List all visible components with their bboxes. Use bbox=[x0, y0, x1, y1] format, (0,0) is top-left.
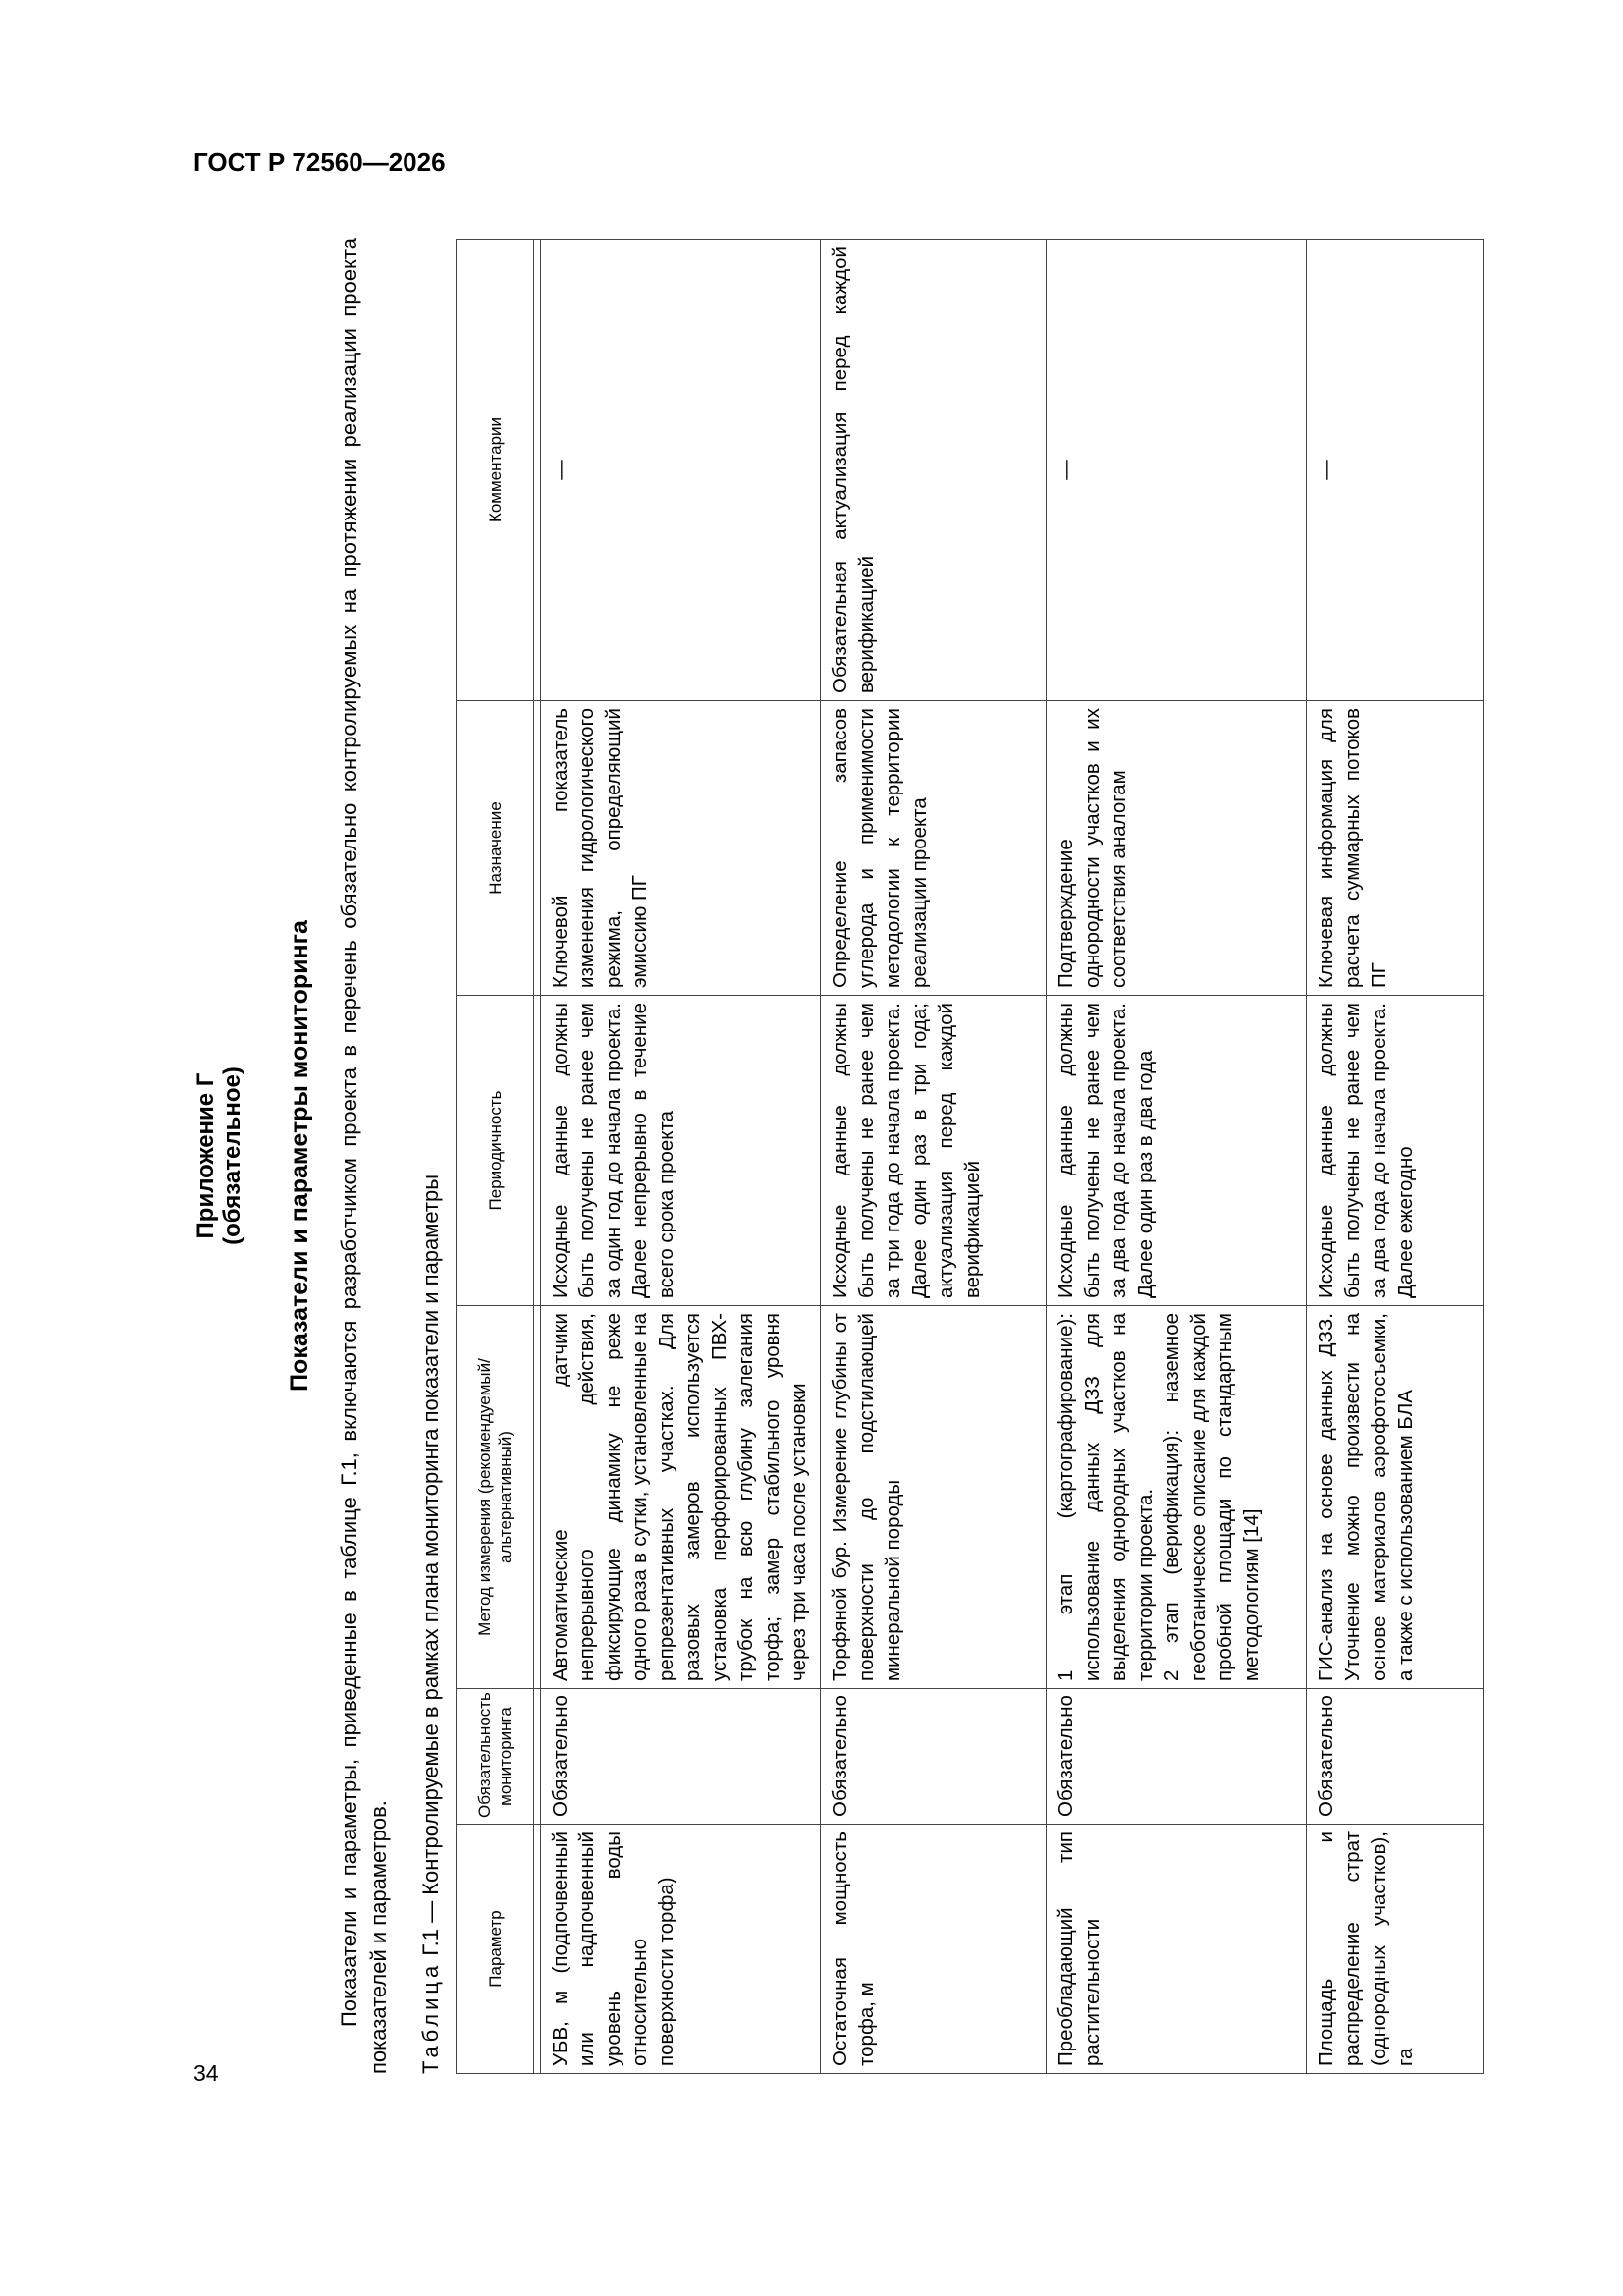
section-title: Показатели и параметры мониторинга bbox=[286, 920, 313, 1392]
cell-purpose: Ключевая информация для расчета суммарных потоков ПГ bbox=[1307, 701, 1484, 996]
cell-periodicity: Исходные данные должны быть получены не ранее чем за два года до начала проекта. Далее один раз в два года bbox=[1047, 996, 1307, 1306]
cell-periodicity: Исходные данные должны быть получены не ранее чем за один год до начала проекта. Далее непрерывно в течение всего срока проекта bbox=[541, 996, 821, 1306]
table-caption-text: Г.1 — Контролируемые в рамках плана мониторинга показатели и параметры bbox=[418, 1174, 443, 1956]
cell-purpose: Ключевой показатель изменения гидрологического режима, определяющий эмиссию ПГ bbox=[541, 701, 821, 996]
cell-method: ГИС-анализ на основе данных ДЗЗ. Уточнение можно произвести на основе материалов аэрофотосъемки, а также с использованием БЛА bbox=[1307, 1306, 1484, 1689]
cell-purpose: Подтверждение однородности участков и их соответствия аналогам bbox=[1047, 701, 1307, 996]
cell-parameter: Преобладающий тип растительности bbox=[1047, 1825, 1307, 2074]
table-row bbox=[1047, 240, 1307, 2074]
cell-method: Торфяной бур. Измерение глубины от поверхности до подстилающей минеральной породы bbox=[821, 1306, 1047, 1689]
cell-periodicity: Исходные данные должны быть получены не ранее чем за три года до начала проекта. Далее один раз в три года; актуализация перед каждой верификацией bbox=[821, 996, 1047, 1306]
page-number: 34 bbox=[193, 2060, 219, 2086]
header-comment: Комментарии bbox=[457, 240, 534, 701]
header-method: Метод измерения (рекомендуемый/ альтернативный) bbox=[457, 1306, 534, 1689]
cell-comment: — bbox=[1047, 240, 1307, 701]
rotated-content bbox=[192, 238, 1508, 2074]
appendix-label: Приложение Г bbox=[192, 1072, 219, 1239]
cell-method: 1 этап (картографирование): использование данных ДЗЗ для выделения однородных участков на территории проекта. 2 этап (верификация): наземное геоботаническое описание для каждой пробной площади по стандартным методологиям [14] bbox=[1047, 1306, 1307, 1689]
cell-parameter: Остаточная мощность торфа, м bbox=[821, 1825, 1047, 2074]
cell-comment: — bbox=[541, 240, 821, 701]
intro-paragraph: Показатели и параметры, приведенные в таблице Г.1, включаются разработчиком проекта в перечень обязательно контролируемых на протяжении реализации проекта показателей и параметров. bbox=[337, 238, 391, 2074]
table-row bbox=[541, 240, 821, 2074]
table-header-row bbox=[457, 240, 534, 2074]
header-purpose: Назначение bbox=[457, 701, 534, 996]
header-parameter: Параметр bbox=[457, 1825, 534, 2074]
cell-comment: Обязательная актуализация перед каждой верификацией bbox=[821, 240, 1047, 701]
cell-obligation: Обязательно bbox=[821, 1689, 1047, 1825]
table-row bbox=[821, 240, 1047, 2074]
cell-comment: — bbox=[1307, 240, 1484, 701]
cell-obligation: Обязательно bbox=[1047, 1689, 1307, 1825]
header-separator bbox=[534, 240, 541, 2074]
table-row bbox=[1307, 240, 1484, 2074]
cell-method: Автоматические датчики непрерывного действия, фиксирующие динамику не реже одного раза в сутки, установленные на репрезентативных участках. Для разовых замеров используется установка перфорированных ПВХ-трубок на всю глубину залегания торфа; замер стабильного уровня через три часа после установки bbox=[541, 1306, 821, 1689]
cell-obligation: Обязательно bbox=[1307, 1689, 1484, 1825]
table-caption bbox=[418, 238, 444, 2074]
header-periodicity: Периодичность bbox=[457, 996, 534, 1306]
cell-parameter: Площадь и распределение страт (однородных участков), га bbox=[1307, 1825, 1484, 2074]
document-code: ГОСТ Р 72560—2026 bbox=[193, 147, 446, 177]
cell-parameter: УБВ, м (подпочвенный или надпочвенный уровень воды относительно поверхности торфа) bbox=[541, 1825, 821, 2074]
cell-purpose: Определение запасов углерода и применимости методологии к территории реализации проекта bbox=[821, 701, 1047, 996]
monitoring-table bbox=[456, 239, 1484, 2074]
cell-periodicity: Исходные данные должны быть получены не ранее чем за два года до начала проекта. Далее ежегодно bbox=[1307, 996, 1484, 1306]
appendix-heading bbox=[192, 238, 245, 2074]
appendix-status: (обязательное) bbox=[219, 1066, 245, 1245]
table-caption-prefix: Таблица bbox=[418, 1961, 443, 2074]
header-obligation: Обязательность мониторинга bbox=[457, 1689, 534, 1825]
cell-obligation: Обязательно bbox=[541, 1689, 821, 1825]
